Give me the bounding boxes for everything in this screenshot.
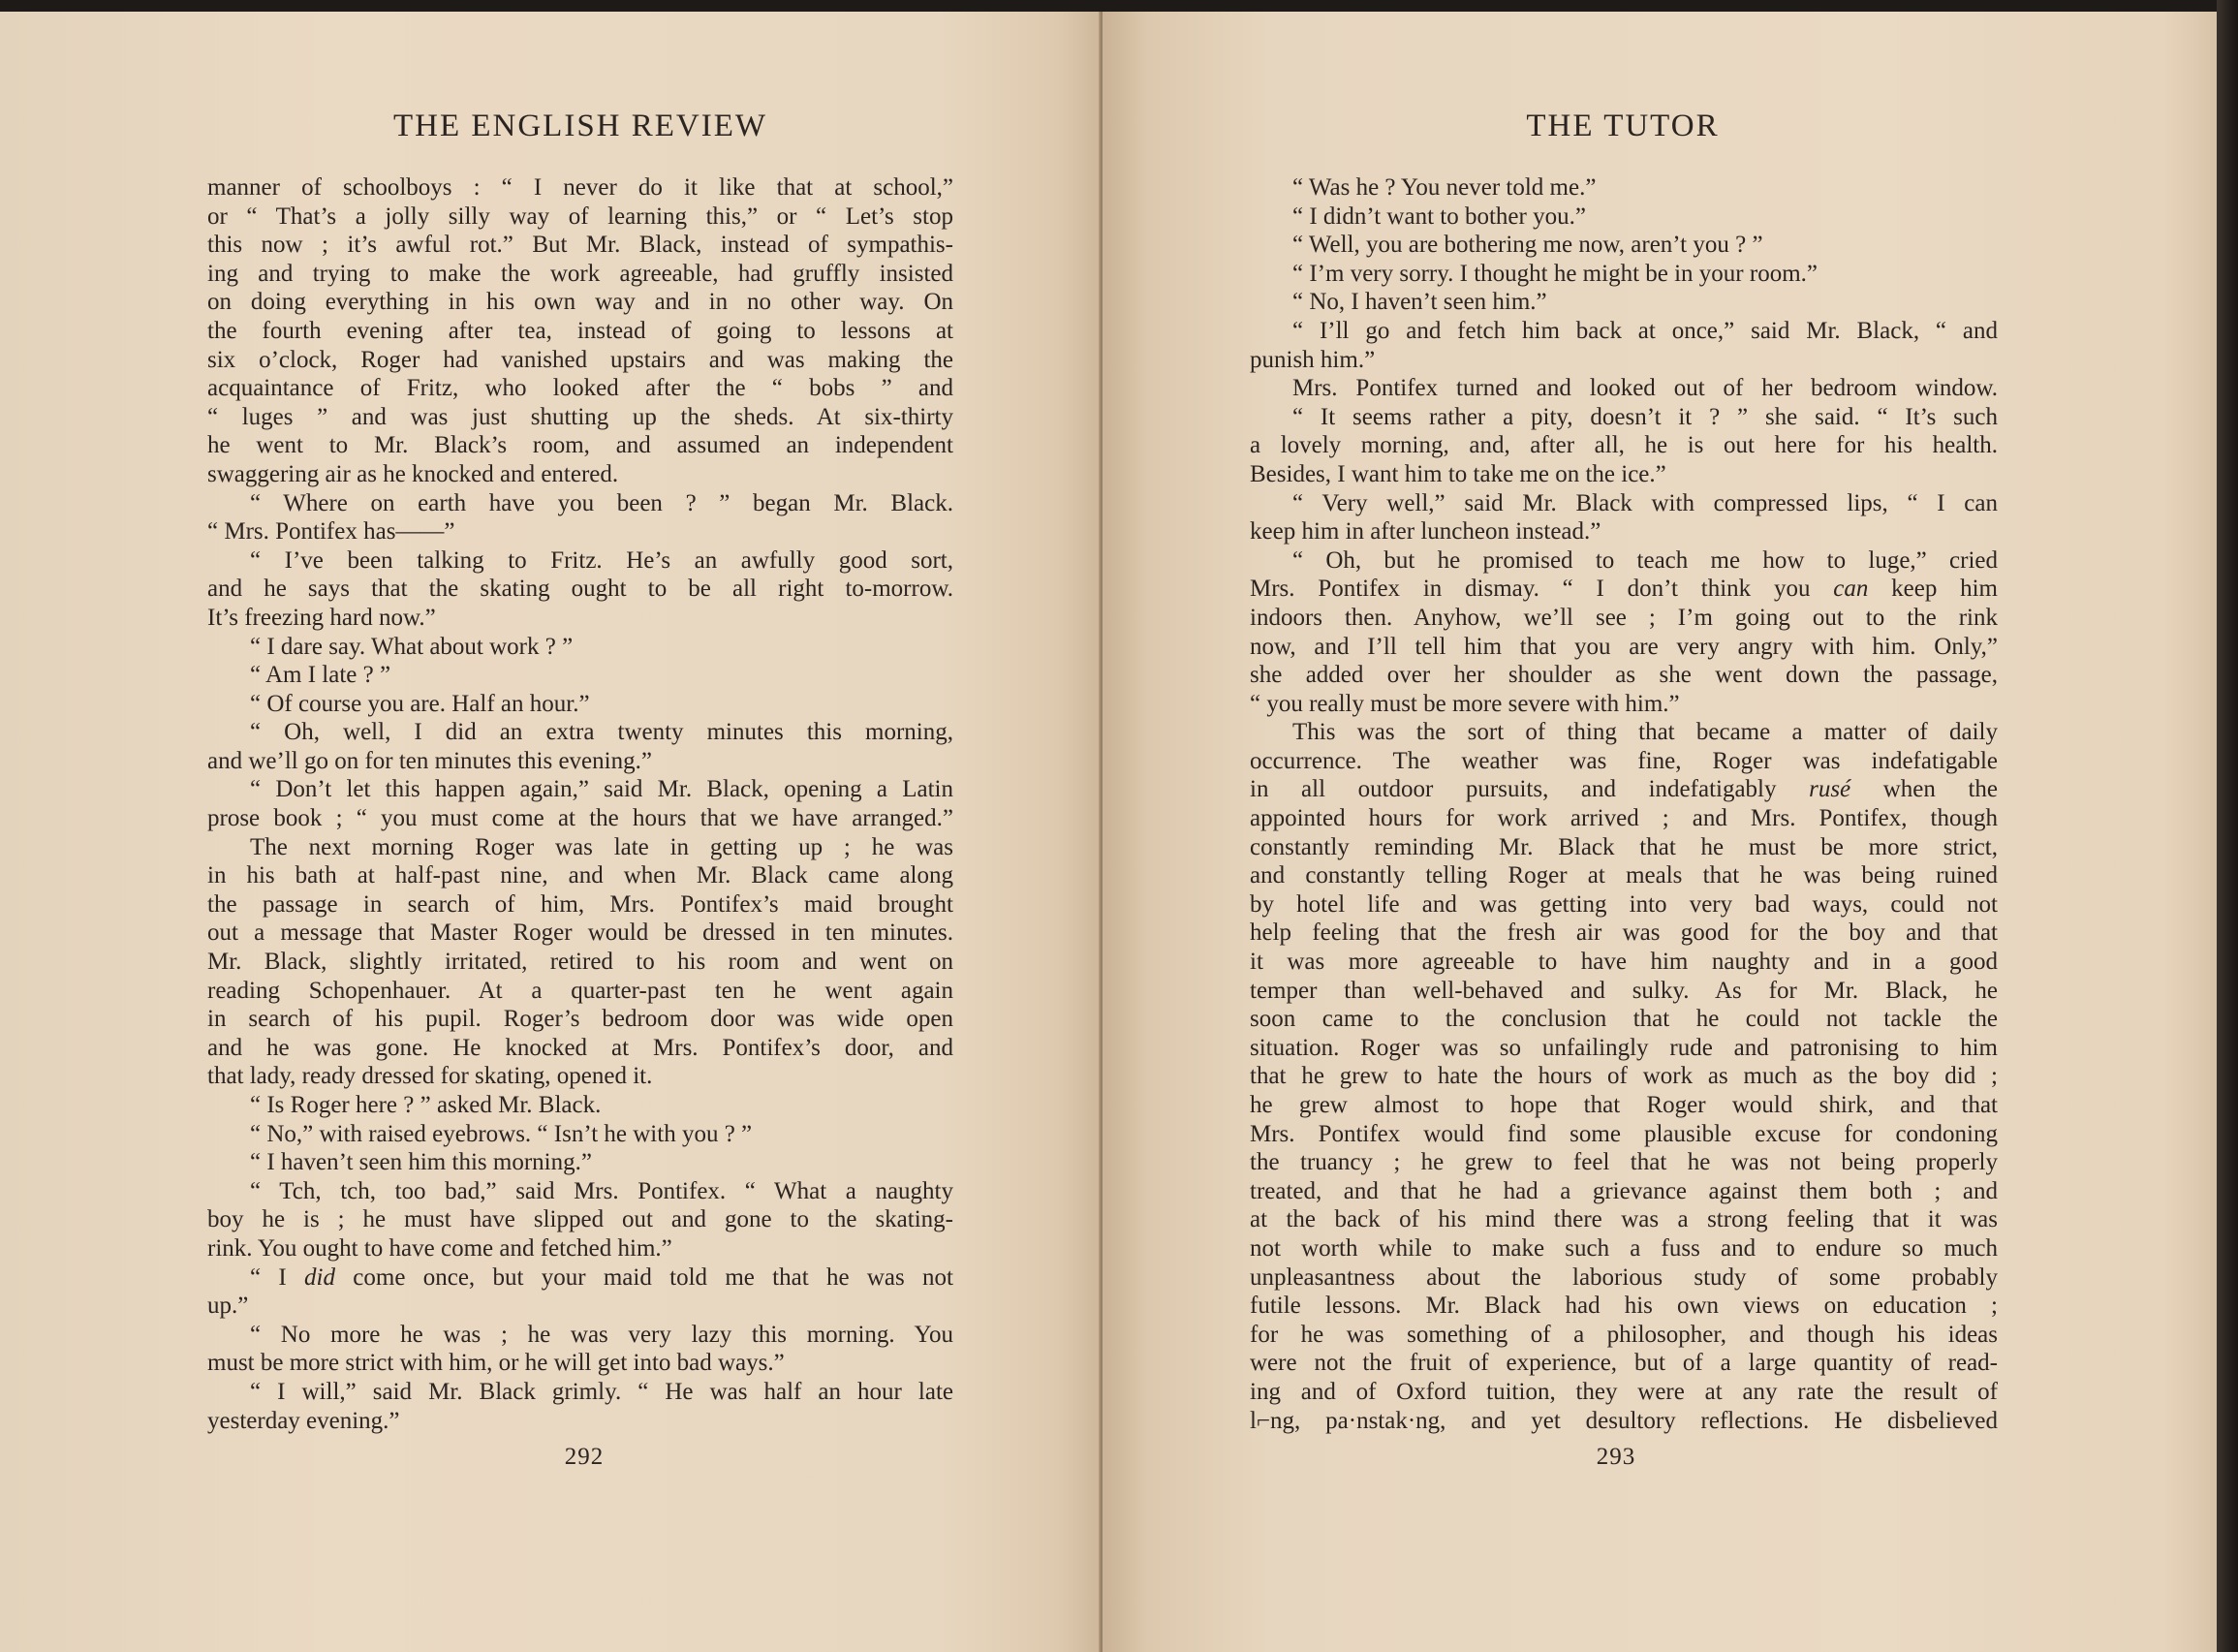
text-line: reading Schopenhauer. At a quarter-past ten he went again xyxy=(207,977,953,1004)
page-number-right: 293 xyxy=(1596,1444,1636,1470)
text-line: Mrs. Pontifex would find some plausible excuse for condoning xyxy=(1250,1120,1998,1147)
text-line: “ Of course you are. Half an hour.” xyxy=(250,690,590,717)
text-line: “ I’ve been talking to Fritz. He’s an awfully good sort, xyxy=(250,546,953,574)
text-line: at the back of his mind there was a strong feeling that it was xyxy=(1250,1206,1998,1233)
text-line: up.” xyxy=(207,1293,249,1320)
text-line: constantly reminding Mr. Black that he must be more strict, xyxy=(1250,833,1998,860)
text-line: not worth while to make such a fuss and to endure so much xyxy=(1250,1234,1998,1262)
text-line: “ Tch, tch, too bad,” said Mrs. Pontifex. “ What a naughty xyxy=(250,1177,953,1204)
text-line: help feeling that the fresh air was good for the boy and that xyxy=(1250,920,1998,947)
text-line: must be more strict with him, or he will get into bad ways.” xyxy=(207,1350,785,1377)
text-line: punish him.” xyxy=(1250,346,1376,373)
right-page-text xyxy=(1250,173,1998,1435)
running-head-left: THE ENGLISH REVIEW xyxy=(392,109,768,143)
italic-word: did xyxy=(304,1263,335,1291)
text-line: and he says that the skating ought to be all right to-morrow. xyxy=(207,576,953,603)
text-line: she added over her shoulder as she went down the passage, xyxy=(1250,662,1998,689)
text-line: “ It seems rather a pity, doesn’t it ? ” she said. “ It’s such xyxy=(1292,403,1998,430)
text-line: “ Where on earth have you been ? ” began Mr. Black. xyxy=(250,489,953,516)
text-line: “ I haven’t seen him this morning.” xyxy=(250,1149,592,1176)
text-line: Besides, I want him to take me on the ice.” xyxy=(1250,460,1666,487)
text-line: “ I’m very sorry. I thought he might be in your room.” xyxy=(1292,260,1818,287)
text-line: This was the sort of thing that became a matter of daily xyxy=(1292,719,1998,746)
text-line: “ Well, you are bothering me now, aren’t you ? ” xyxy=(1292,232,1763,259)
text-line: “ Mrs. Pontifex has——” xyxy=(207,518,455,545)
text-line: and constantly telling Roger at meals that he was being ruined xyxy=(1250,862,1998,889)
italic-word: rusé xyxy=(1809,776,1851,803)
text-line: six o’clock, Roger had vanished upstairs and was making the xyxy=(207,346,953,373)
text-line: it was more agreeable to have him naughty and in a good xyxy=(1250,949,1998,976)
page-number-left: 292 xyxy=(564,1444,605,1470)
text-line: appointed hours for work arrived ; and Mrs. Pontifex, though xyxy=(1250,805,1998,832)
right-page xyxy=(1103,12,2219,1652)
text-line: “ Oh, well, I did an extra twenty minutes this morning, xyxy=(250,719,953,746)
text-line: the passage in search of him, Mrs. Pontifex’s maid brought xyxy=(207,890,953,918)
text-line: that he grew to hate the hours of work as much as the boy did ; xyxy=(1250,1063,1998,1090)
text-line: in his bath at half-past nine, and when Mr. Black came along xyxy=(207,862,953,889)
text-line: “ you really must be more severe with him.” xyxy=(1250,690,1680,717)
text-line: this now ; it’s awful rot.” But Mr. Black, instead of sympathis- xyxy=(207,232,953,259)
text-line: soon came to the conclusion that he could not tackle the xyxy=(1250,1006,1998,1033)
text-line: temper than well-behaved and sulky. As for Mr. Black, he xyxy=(1250,977,1998,1004)
text-line: indoors then. Anyhow, we’ll see ; I’m going out to the rink xyxy=(1250,604,1998,631)
text-line: “ Is Roger here ? ” asked Mr. Black. xyxy=(250,1092,602,1118)
italic-word: can xyxy=(1833,576,1869,603)
text-line: prose book ; “ you must come at the hours that we have arranged.” xyxy=(207,805,953,832)
text-line: acquaintance of Fritz, who looked after the “ bobs ” and xyxy=(207,375,953,402)
text-line: or “ That’s a jolly silly way of learning this,” or “ Let’s stop xyxy=(207,203,953,230)
text-line: It’s freezing hard now.” xyxy=(207,604,436,631)
text-line: The next morning Roger was late in getting up ; he was xyxy=(250,833,953,860)
text-line: ing and of Oxford tuition, they were at any rate the result of xyxy=(1250,1378,1998,1405)
text-line: manner of schoolboys : “ I never do it like that at school,” xyxy=(207,174,953,201)
text-line: “ Oh, but he promised to teach me how to luge,” cried xyxy=(1292,546,1998,574)
text-line: “ Am I late ? ” xyxy=(250,662,391,689)
text-line: yesterday evening.” xyxy=(207,1407,400,1434)
top-edge xyxy=(0,0,2238,12)
text-line: “ I did come once, but your maid told me that he was not xyxy=(250,1263,953,1291)
text-line: “ Was he ? You never told me.” xyxy=(1292,174,1597,201)
text-line: he grew almost to hope that Roger would shirk, and that xyxy=(1250,1092,1998,1118)
text-line: “ Don’t let this happen again,” said Mr. Black, opening a Latin xyxy=(250,776,953,803)
text-line: keep him in after luncheon instead.” xyxy=(1250,518,1601,545)
text-line: now, and I’ll tell him that you are very angry with him. Only,” xyxy=(1250,633,1998,660)
text-line: in all outdoor pursuits, and indefatigably rusé when the xyxy=(1250,776,1999,803)
text-line: l⌐ng, pa·nstak·ng, and yet desultory reflections. He disbelieved xyxy=(1250,1407,1998,1434)
text-line: Mrs. Pontifex turned and looked out of her bedroom window. xyxy=(1292,375,1998,402)
text-line: out a message that Master Roger would be dressed in ten minutes. xyxy=(207,920,953,947)
text-line: “ I dare say. What about work ? ” xyxy=(250,633,574,660)
text-line: “ luges ” and was just shutting up the sheds. At six-thirty xyxy=(207,403,953,430)
running-head-right: THE TUTOR xyxy=(1526,109,1720,143)
text-line: treated, and that he had a grievance against them both ; and xyxy=(1250,1177,1998,1204)
text-line: ing and trying to make the work agreeable, had gruffly insisted xyxy=(207,260,953,287)
text-line: and he was gone. He knocked at Mrs. Pontifex’s door, and xyxy=(207,1034,953,1061)
text-line: situation. Roger was so unfailingly rude and patronising to him xyxy=(1250,1034,1998,1061)
text-line: the truancy ; he grew to feel that he was not being properly xyxy=(1250,1149,1998,1176)
text-line: a lovely morning, and, after all, he is out here for his health. xyxy=(1250,432,1998,459)
text-line: and we’ll go on for ten minutes this evening.” xyxy=(207,747,652,774)
text-line: by hotel life and was getting into very bad ways, could not xyxy=(1250,890,1998,918)
text-line: “ I will,” said Mr. Black grimly. “ He was half an hour late xyxy=(250,1378,953,1405)
text-line: boy he is ; he must have slipped out and gone to the skating- xyxy=(207,1206,953,1233)
text-line: Mrs. Pontifex in dismay. “ I don’t think you can keep him xyxy=(1250,576,1998,603)
text-line: for he was something of a philosopher, and though his ideas xyxy=(1250,1321,1998,1348)
text-line: “ Very well,” said Mr. Black with compressed lips, “ I can xyxy=(1292,489,1998,516)
text-line: were not the fruit of experience, but of a large quantity of read- xyxy=(1250,1350,1998,1377)
text-line: “ No more he was ; he was very lazy this morning. You xyxy=(250,1321,953,1348)
cover-edge xyxy=(2217,0,2238,1652)
text-line: “ No,” with raised eyebrows. “ Isn’t he with you ? ” xyxy=(250,1120,753,1147)
text-line: the fourth evening after tea, instead of going to lessons at xyxy=(207,317,953,344)
text-line: unpleasantness about the laborious study of some probably xyxy=(1250,1263,1998,1291)
text-line: “ I’ll go and fetch him back at once,” said Mr. Black, “ and xyxy=(1292,317,1998,344)
text-line: occurrence. The weather was fine, Roger was indefatigable xyxy=(1250,747,1998,774)
text-line: that lady, ready dressed for skating, opened it. xyxy=(207,1063,653,1090)
left-page xyxy=(0,12,1103,1652)
text-line: swaggering air as he knocked and entered. xyxy=(207,460,619,487)
left-page-text xyxy=(207,173,953,1435)
text-line: on doing everything in his own way and in no other way. On xyxy=(207,289,953,316)
text-line: rink. You ought to have come and fetched him.” xyxy=(207,1234,672,1262)
text-line: in search of his pupil. Roger’s bedroom door was wide open xyxy=(207,1006,953,1033)
text-line: futile lessons. Mr. Black had his own views on education ; xyxy=(1250,1293,1998,1320)
text-line: he went to Mr. Black’s room, and assumed an independent xyxy=(207,432,953,459)
text-line: Mr. Black, slightly irritated, retired to his room and went on xyxy=(207,949,953,976)
text-line: “ I didn’t want to bother you.” xyxy=(1292,203,1586,230)
text-line: “ No, I haven’t seen him.” xyxy=(1292,289,1547,316)
